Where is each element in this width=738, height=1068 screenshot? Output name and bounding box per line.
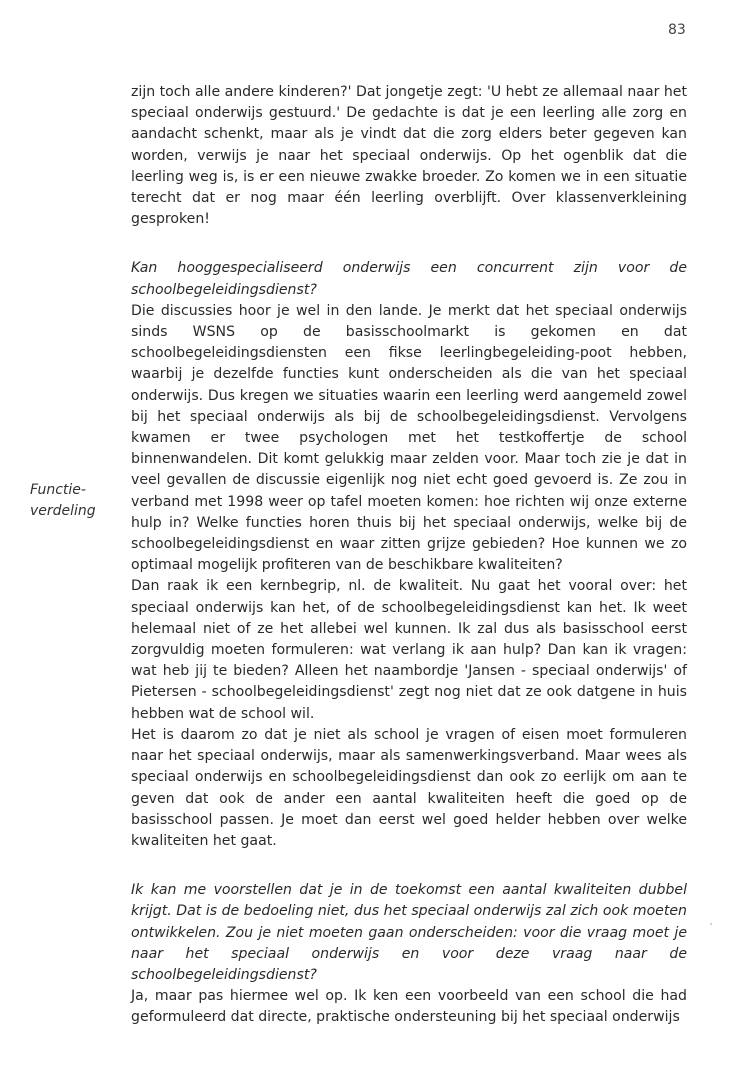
page-number: 83	[668, 22, 686, 38]
answer-2: Dan raak ik een kernbegrip, nl. de kwaliteit. Nu gaat het vooral over: het speciaal onderwijs kan het, of de schoolbegeleidingsdienst kan het. Ik weet helemaal niet of ze het allebei wel kunnen. Ik zal dus als basisschool eerst zorgvuldig moeten formuleren: wat verlang ik aan hulp? Dan kan ik vragen: wat heb jij te bieden? Alleen het naambordje 'Jansen - speciaal onderwijs' of Pietersen - schoolbegeleidingsdienst' zegt nog niet dat ze ook datgene in huis hebben wat de school wil.	[131, 578, 687, 722]
margin-mark: '	[710, 922, 713, 931]
question-1: Kan hooggespecialiseerd onderwijs een concurrent zijn voor de schoolbegeleidingsdienst?	[131, 260, 687, 298]
answer-4: Ja, maar pas hiermee wel op. Ik ken een voorbeeld van een school die had geformuleerd dat directe, praktische ondersteuning bij het speciaal onderwijs	[131, 988, 687, 1026]
margin-note-text: Functie-verdeling	[30, 482, 96, 519]
margin-note	[30, 480, 120, 522]
question-2: Ik kan me voorstellen dat je in de toekomst een aantal kwaliteiten dubbel krijgt. Dat is de bedoeling niet, dus het speciaal onderwijs zal zich ook moeten ontwikkelen. Zou je niet moeten gaan onderscheiden: voor die vraag moet je naar het speciaal onderwijs en voor deze vraag naar de schoolbegeleidingsdienst?	[131, 882, 687, 983]
answer-3: Het is daarom zo dat je niet als school je vragen of eisen moet formuleren naar het speciaal onderwijs, maar als samenwerkingsverband. Maar wees als speciaal onderwijs en schoolbegeleidingsdienst dan ook zo eerlijk om aan te geven dat ook de ander een aantal kwaliteiten heeft die goed op de basisschool passen. Je moet dan eerst wel goed helder hebben over welke kwaliteiten het gaat.	[131, 726, 687, 849]
paragraph-1: zijn toch alle andere kinderen?' Dat jongetje zegt: 'U hebt ze allemaal naar het speciaal onderwijs gestuurd.' De gedachte is dat je een leerling alle zorg en aandacht schenkt, maar als je vindt dat die zorg elders beter gegeven kan worden, verwijs je naar het speciaal onderwijs. Op het ogenblik dat die leerling weg is, is er een nieuwe zwakke broeder. Zo komen we in een situatie terecht dat er nog maar één leerling overblijft. Over klassenverkleining gesproken!	[131, 84, 687, 228]
answer-1: Die discussies hoor je wel in den lande. Je merkt dat het speciaal onderwijs sinds WSNS op de basisschoolmarkt is gekomen en dat schoolbegeleidingsdiensten een fikse leerlingbegeleiding-poot hebben, waarbij je dezelfde functies kunt onderscheiden als die van het speciaal onderwijs. Dus kregen we situaties waarin een leerling werd aangemeld zowel bij het speciaal onderwijs als bij de schoolbegeleidingsdienst. Vervolgens kwamen er twee psychologen met het testkoffertje de school binnenwandelen. Dit komt gelukkig maar zelden voor. Maar toch zie je dat in veel gevallen de discussie eigenlijk nog niet echt goed gevoerd is. Ze zou in verband met 1998 weer op tafel moeten komen: hoe richten wij onze externe hulp in? Welke functies horen thuis bij het speciaal onderwijs, welke bij de schoolbegeleidingsdienst en waar zitten grijze gebieden? Hoe kunnen we zo optimaal mogelijk profiteren van de beschikbare kwaliteiten?	[131, 302, 687, 574]
body-text	[131, 82, 687, 1029]
